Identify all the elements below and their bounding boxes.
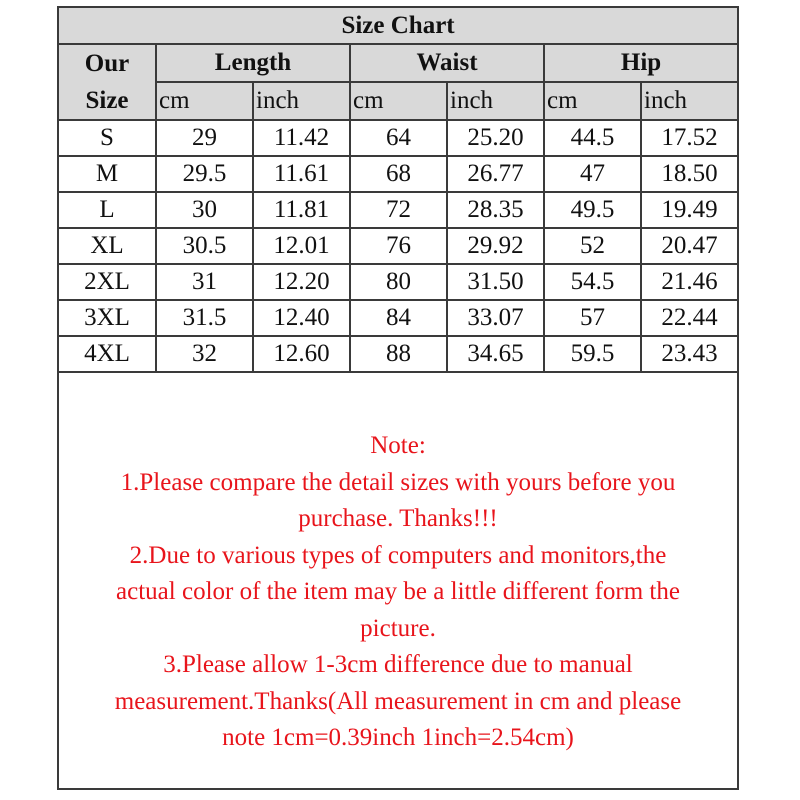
waist-inch-cell: 34.65 [447,336,544,372]
length-inch-cell: 12.40 [253,300,350,336]
note-line: 1.Please compare the detail sizes with yours before you [120,468,676,496]
table-row [59,300,737,336]
hip-header: Hip [544,44,737,82]
hip-cm-cell: 47 [544,156,641,192]
length-inch-cell: 11.42 [253,120,350,156]
length-cm-cell: 31.5 [156,300,253,336]
table-row [59,120,737,156]
hip-inch-cell: 18.50 [641,156,737,192]
table-row [59,228,737,264]
note-line: purchase. Thanks!!! [298,505,498,532]
waist-header: Waist [350,44,544,82]
size-chart-frame [57,6,739,790]
waist-inch-cell: 29.92 [447,228,544,264]
waist-cm-header: cm [350,82,447,120]
size-cell: L [59,192,156,228]
size-cell: 2XL [59,264,156,300]
note-line: note 1cm=0.39inch 1inch=2.54cm) [222,724,574,751]
length-inch-header: inch [253,82,350,120]
hip-cm-cell: 44.5 [544,120,641,156]
length-header: Length [156,44,350,82]
title-row [59,8,737,44]
size-header-line1: Our [84,50,130,77]
hip-cm-cell: 49.5 [544,192,641,228]
waist-inch-cell: 33.07 [447,300,544,336]
length-cm-header: cm [156,82,253,120]
note-line: 3.Please allow 1-3cm difference due to manual [163,651,633,678]
waist-cm-cell: 76 [350,228,447,264]
hip-cm-cell: 54.5 [544,264,641,300]
waist-cm-cell: 80 [350,264,447,300]
length-inch-cell: 12.01 [253,228,350,264]
length-inch-cell: 11.81 [253,192,350,228]
hip-cm-cell: 59.5 [544,336,641,372]
waist-cm-cell: 72 [350,192,447,228]
group-header-row [59,44,737,82]
length-inch-cell: 12.20 [253,264,350,300]
waist-inch-header: inch [447,82,544,120]
hip-cm-header: cm [544,82,641,120]
table-row [59,336,737,372]
size-cell: M [59,156,156,192]
length-cm-cell: 30 [156,192,253,228]
table-row [59,156,737,192]
size-chart-table [59,8,737,373]
table-row [59,192,737,228]
note-line: picture. [360,614,436,642]
length-cm-cell: 31 [156,264,253,300]
note-heading: Note: [370,432,426,459]
waist-cm-cell: 68 [350,156,447,192]
size-cell: S [59,120,156,156]
waist-inch-cell: 26.77 [447,156,544,192]
size-header-line2: Size [85,87,129,114]
size-cell: 3XL [59,300,156,336]
hip-inch-cell: 22.44 [641,300,737,336]
size-cell: 4XL [59,336,156,372]
size-column-header [59,44,156,120]
size-cell: XL [59,228,156,264]
waist-inch-cell: 31.50 [447,264,544,300]
note-line: 2.Due to various types of computers and monitors,the [129,541,667,569]
length-cm-cell: 32 [156,336,253,372]
length-cm-cell: 29 [156,120,253,156]
hip-inch-header: inch [641,82,737,120]
length-cm-cell: 29.5 [156,156,253,192]
note-line: measurement.Thanks(All measurement in cm and please [114,687,682,715]
table-row [59,264,737,300]
waist-cm-cell: 84 [350,300,447,336]
waist-inch-cell: 28.35 [447,192,544,228]
waist-cm-cell: 88 [350,336,447,372]
chart-title: Size Chart [59,8,737,44]
waist-inch-cell: 25.20 [447,120,544,156]
length-inch-cell: 11.61 [253,156,350,192]
note-line: actual color of the item may be a little different form the [116,578,680,605]
hip-cm-cell: 57 [544,300,641,336]
hip-inch-cell: 21.46 [641,264,737,300]
hip-inch-cell: 20.47 [641,228,737,264]
waist-cm-cell: 64 [350,120,447,156]
hip-inch-cell: 17.52 [641,120,737,156]
hip-inch-cell: 23.43 [641,336,737,372]
hip-inch-cell: 19.49 [641,192,737,228]
hip-cm-cell: 52 [544,228,641,264]
unit-header-row [59,82,737,120]
note-block [59,428,737,757]
length-cm-cell: 30.5 [156,228,253,264]
length-inch-cell: 12.60 [253,336,350,372]
